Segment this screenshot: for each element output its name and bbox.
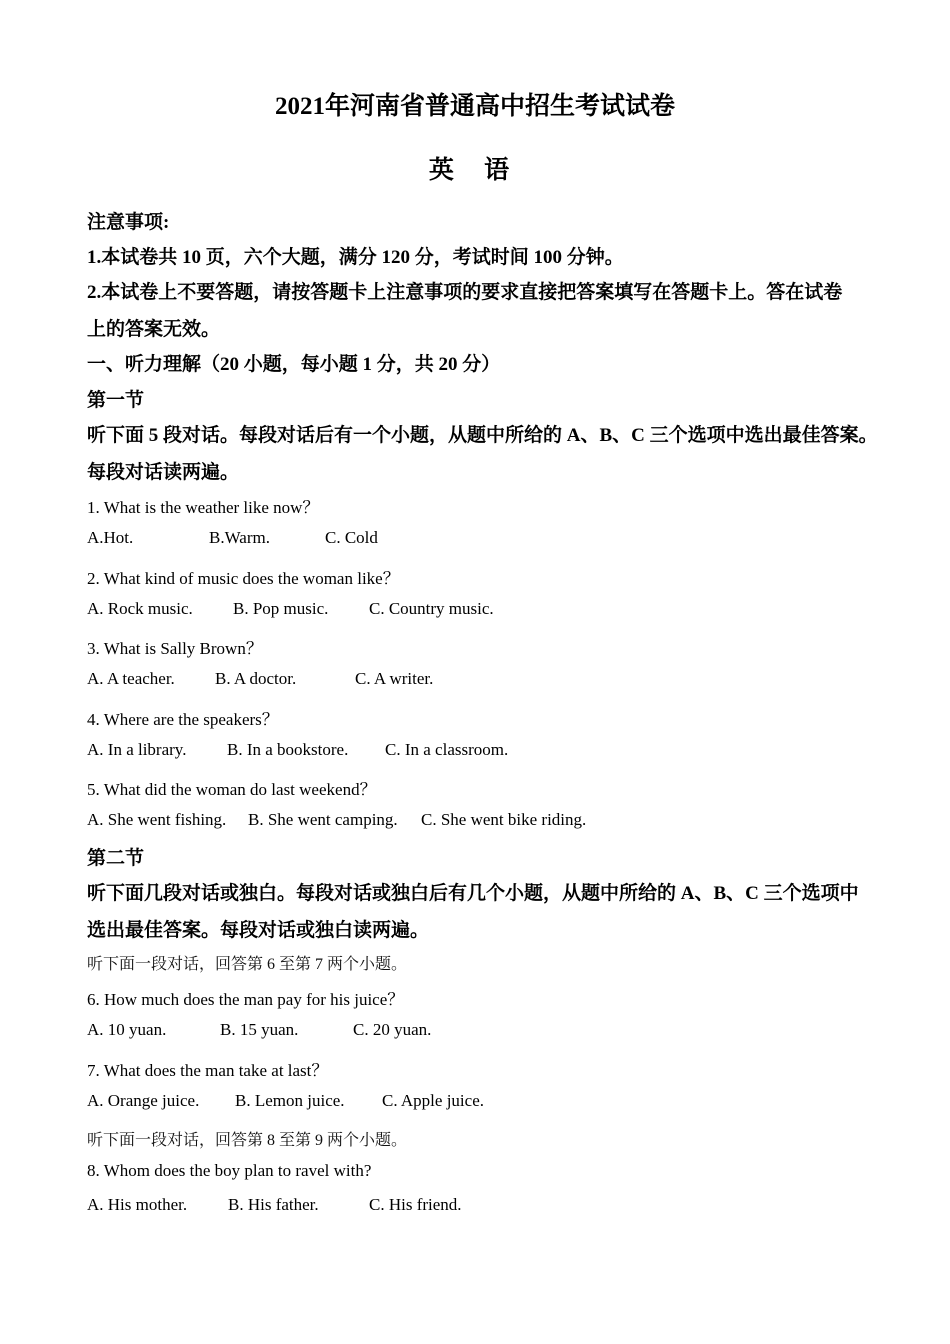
question-8: 8. Whom does the boy plan to ravel with? [87, 1161, 372, 1180]
question-5: 5. What did the woman do last weekend？ [87, 780, 377, 799]
section2-instruction-line-2: 选出最佳答案。每段对话或独白读两遍。 [87, 920, 430, 941]
question-3: 3. What is Sally Brown？ [87, 639, 263, 658]
question-4: 4. Where are the speakers？ [87, 710, 279, 729]
section1-instruction-line-2: 每段对话读两遍。 [87, 462, 240, 483]
section1-instruction-line-1: 听下面 5 段对话。每段对话后有一个小题，从题中所给的 A、B、C 三个选项中选出最佳答案。 [87, 425, 878, 446]
option-8a: A. His mother. [87, 1195, 188, 1214]
group-instruction-6-7: 听下面一段对话，回答第 6 至第 7 两个小题。 [87, 956, 408, 973]
option-7a: A. Orange juice. [87, 1091, 200, 1110]
option-5c: C. She went bike riding. [421, 810, 587, 829]
section2-instruction-line-1: 听下面几段对话或独白。每段对话或独白后有几个小题，从题中所给的 A、B、C 三个选项中 [87, 883, 859, 904]
section2-heading: 第二节 [87, 848, 145, 869]
option-1c: C. Cold [325, 528, 378, 547]
option-7b: B. Lemon juice. [235, 1091, 345, 1110]
question-7: 7. What does the man take at last？ [87, 1061, 329, 1080]
option-8b: B. His father. [228, 1195, 319, 1214]
question-1: 1. What is the weather like now？ [87, 498, 320, 517]
option-6b: B. 15 yuan. [220, 1020, 299, 1039]
option-5b: B. She went camping. [248, 810, 398, 829]
option-2a: A. Rock music. [87, 599, 193, 618]
option-4c: C. In a classroom. [385, 740, 509, 759]
option-6a: A. 10 yuan. [87, 1020, 167, 1039]
option-7c: C. Apple juice. [382, 1091, 484, 1110]
option-4a: A. In a library. [87, 740, 187, 759]
notice-item-2-line-1: 2.本试卷上不要答题，请按答题卡上注意事项的要求直接把答案填写在答题卡上。答在试卷 [87, 282, 843, 303]
option-6c: C. 20 yuan. [353, 1020, 432, 1039]
option-4b: B. In a bookstore. [227, 740, 349, 759]
notice-heading: 注意事项: [87, 212, 170, 233]
option-1a: A.Hot. [87, 528, 134, 547]
option-2c: C. Country music. [369, 599, 494, 618]
section1-heading: 第一节 [87, 390, 145, 411]
option-8c: C. His friend. [369, 1195, 462, 1214]
option-3a: A. A teacher. [87, 669, 175, 688]
notice-item-1: 1.本试卷共 10 页，六个大题，满分 120 分，考试时间 100 分钟。 [87, 247, 624, 268]
notice-item-2-line-2: 上的答案无效。 [87, 319, 221, 340]
question-2: 2. What kind of music does the woman like？ [87, 569, 400, 588]
group-instruction-8-9: 听下面一段对话，回答第 8 至第 9 两个小题。 [87, 1132, 408, 1149]
exam-title: 2021年河南省普通高中招生考试试卷 [274, 93, 675, 120]
exam-subject: 英 语 [428, 157, 522, 184]
option-1b: B.Warm. [209, 528, 270, 547]
option-5a: A. She went fishing. [87, 810, 227, 829]
option-3b: B. A doctor. [215, 669, 297, 688]
option-3c: C. A writer. [355, 669, 434, 688]
option-2b: B. Pop music. [233, 599, 329, 618]
question-6: 6. How much does the man pay for his juice？ [87, 990, 405, 1009]
part1-heading: 一、听力理解（20 小题，每小题 1 分，共 20 分） [87, 354, 501, 375]
